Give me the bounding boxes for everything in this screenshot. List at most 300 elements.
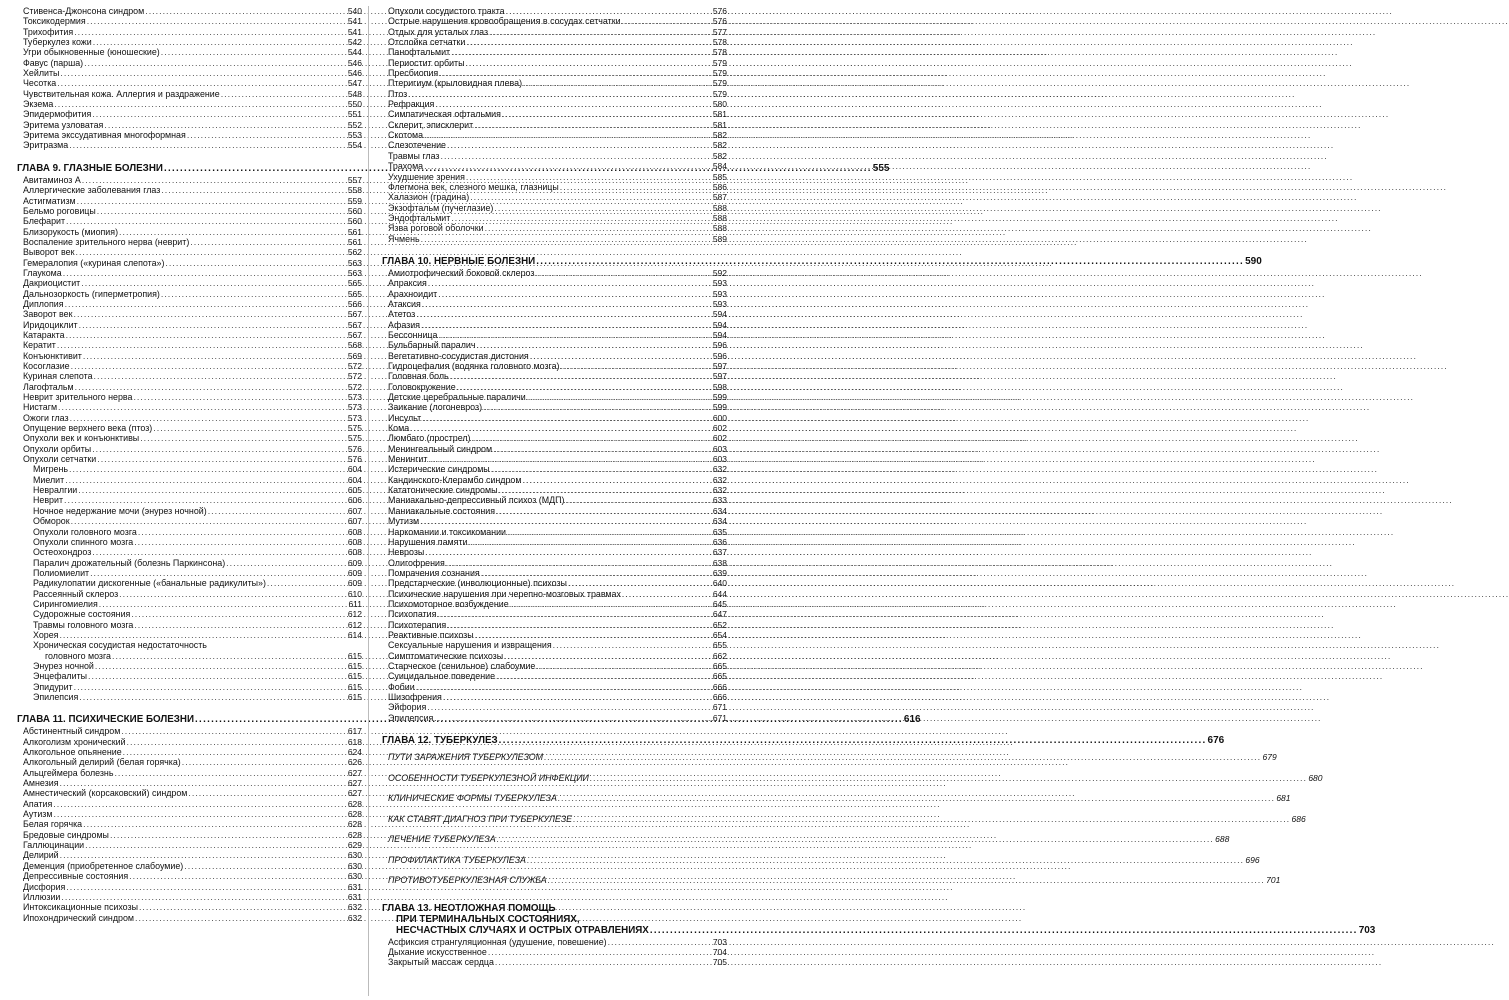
toc-entry-title: Алкоголизм хронический xyxy=(23,736,126,747)
toc-entry[interactable] xyxy=(17,6,362,16)
toc-entry[interactable] xyxy=(17,609,362,619)
toc-leader-dots xyxy=(54,99,347,109)
toc-entry[interactable] xyxy=(382,527,727,537)
toc-entry[interactable] xyxy=(17,495,362,505)
toc-entry[interactable] xyxy=(17,464,362,474)
toc-entry[interactable] xyxy=(17,871,362,881)
toc-page-number: 614 xyxy=(347,629,362,640)
toc-entry[interactable] xyxy=(17,819,362,829)
toc-page-number: 704 xyxy=(712,946,727,957)
toc-entry-title: Хроническая сосудистая недостаточность xyxy=(33,640,207,651)
toc-entry[interactable] xyxy=(382,547,727,557)
toc-entry[interactable] xyxy=(17,737,362,747)
toc-leader-dots xyxy=(608,937,712,947)
toc-entry[interactable] xyxy=(382,423,727,433)
toc-page-number: 558 xyxy=(347,185,362,196)
toc-entry[interactable] xyxy=(17,392,362,402)
toc-entry[interactable] xyxy=(382,402,727,412)
toc-page-number: 612 xyxy=(347,619,362,630)
toc-entry[interactable] xyxy=(382,351,727,361)
toc-entry[interactable] xyxy=(17,640,362,650)
toc-entry[interactable] xyxy=(17,651,362,661)
toc-entry[interactable] xyxy=(17,413,362,423)
toc-entry[interactable] xyxy=(382,382,727,392)
toc-leader-dots xyxy=(61,892,346,902)
toc-entry[interactable] xyxy=(17,382,362,392)
toc-entry[interactable] xyxy=(382,682,727,692)
toc-entry[interactable] xyxy=(17,568,362,578)
toc-entry[interactable] xyxy=(382,444,727,454)
toc-entry[interactable] xyxy=(17,120,362,130)
toc-entry[interactable] xyxy=(17,799,362,809)
toc-entry[interactable] xyxy=(382,299,727,309)
toc-entry-title: Чесотка xyxy=(23,78,57,89)
toc-entry[interactable] xyxy=(382,947,727,957)
toc-entry[interactable] xyxy=(17,527,362,537)
toc-chapter-heading[interactable] xyxy=(382,902,1376,936)
toc-entry[interactable] xyxy=(382,589,727,599)
toc-chapter-heading[interactable] xyxy=(382,255,1262,267)
toc-entry-title: Иридоциклит xyxy=(23,319,78,330)
toc-entry[interactable] xyxy=(17,692,362,702)
toc-entry[interactable] xyxy=(382,309,727,319)
toc-entry-title: Атаксия xyxy=(388,298,421,309)
toc-leader-dots xyxy=(475,630,712,640)
toc-entry[interactable] xyxy=(382,578,727,588)
toc-entry[interactable] xyxy=(17,475,362,485)
toc-entry[interactable] xyxy=(17,278,362,288)
toc-entry[interactable] xyxy=(17,371,362,381)
toc-entry[interactable] xyxy=(17,547,362,557)
toc-page-number: 624 xyxy=(347,747,362,758)
toc-entry[interactable] xyxy=(382,568,727,578)
toc-leader-dots xyxy=(410,423,712,433)
toc-entry[interactable] xyxy=(17,423,362,433)
toc-entry[interactable] xyxy=(17,444,362,454)
toc-entry[interactable] xyxy=(382,161,727,171)
toc-page-number: 612 xyxy=(347,609,362,620)
toc-entry-title: Неврит xyxy=(33,495,64,506)
toc-entry[interactable] xyxy=(17,351,362,361)
toc-page-number: 582 xyxy=(712,150,727,161)
toc-entry-title: Кератит xyxy=(23,340,56,351)
toc-entry[interactable] xyxy=(17,109,362,119)
toc-entry-title: Опущение верхнего века (птоз) xyxy=(23,423,153,434)
toc-entry[interactable] xyxy=(382,234,727,244)
toc-entry[interactable] xyxy=(382,651,727,661)
toc-leader-dots xyxy=(188,788,346,798)
toc-entry[interactable] xyxy=(382,172,727,182)
toc-page-number: 573 xyxy=(347,392,362,403)
toc-page-number: 599 xyxy=(712,402,727,413)
toc-entry[interactable] xyxy=(382,464,727,474)
toc-leader-dots xyxy=(536,256,1244,267)
toc-entry[interactable] xyxy=(382,485,727,495)
toc-entry-title: Энурез ночной xyxy=(33,660,94,671)
toc-section-italic[interactable] xyxy=(382,809,1306,830)
toc-entry[interactable] xyxy=(382,27,727,37)
toc-page-number: 546 xyxy=(347,57,362,68)
toc-entry[interactable] xyxy=(382,475,727,485)
toc-leader-dots xyxy=(428,278,712,288)
toc-entry-title: Отдых для усталых глаз xyxy=(388,26,489,37)
toc-page-number: 593 xyxy=(712,288,727,299)
toc-entry[interactable] xyxy=(17,37,362,47)
toc-entry[interactable] xyxy=(382,558,727,568)
toc-leader-dots xyxy=(622,16,712,26)
toc-page-number: 582 xyxy=(712,130,727,141)
toc-entry[interactable] xyxy=(17,140,362,150)
chapter-page-number: 703 xyxy=(1358,924,1376,936)
toc-entry[interactable] xyxy=(17,558,362,568)
toc-entry-title: Хорея xyxy=(33,629,59,640)
toc-entry[interactable] xyxy=(382,151,727,161)
toc-entry[interactable] xyxy=(382,330,727,340)
toc-entry-title: Эритема экссудативная многоформная xyxy=(23,130,186,141)
toc-leader-dots xyxy=(496,671,712,681)
toc-entry-title: Выворот век xyxy=(23,247,75,258)
toc-leader-dots xyxy=(477,340,712,350)
toc-entry[interactable] xyxy=(17,630,362,640)
toc-leader-dots xyxy=(481,568,712,578)
toc-page-number: 566 xyxy=(347,298,362,309)
toc-entry[interactable] xyxy=(17,747,362,757)
toc-entry-title: Стивенса-Джонсона синдром xyxy=(23,6,145,16)
toc-leader-dots xyxy=(129,871,347,881)
chapter-title: ГЛАВА 10. НЕРВНЫЕ БОЛЕЗНИ xyxy=(382,255,536,267)
toc-entry[interactable] xyxy=(17,913,362,923)
toc-entry[interactable] xyxy=(17,130,362,140)
toc-entry[interactable] xyxy=(382,599,727,609)
toc-entry[interactable] xyxy=(382,130,727,140)
toc-entry[interactable] xyxy=(17,196,362,206)
toc-entry[interactable] xyxy=(382,6,727,16)
toc-leader-dots xyxy=(424,161,712,171)
toc-leader-dots xyxy=(428,454,711,464)
toc-entry[interactable] xyxy=(382,392,727,402)
section-title: ОСОБЕННОСТИ ТУБЕРКУЛЕЗНОЙ ИНФЕКЦИИ xyxy=(388,772,589,783)
toc-entry[interactable] xyxy=(17,506,362,516)
toc-page-number: 630 xyxy=(347,850,362,861)
toc-leader-dots xyxy=(226,558,347,568)
toc-entry[interactable] xyxy=(17,185,362,195)
toc-entry[interactable] xyxy=(382,47,727,57)
toc-page-number: 598 xyxy=(712,381,727,392)
toc-entry[interactable] xyxy=(17,433,362,443)
toc-entry-title: Мигрень xyxy=(33,464,68,475)
toc-entry-title: Менингит xyxy=(388,454,428,465)
toc-page-number: 628 xyxy=(347,809,362,820)
toc-page-number: 573 xyxy=(347,412,362,423)
toc-chapter-heading[interactable] xyxy=(382,735,1225,747)
chapter-title: ГЛАВА 12. ТУБЕРКУЛЕЗ xyxy=(382,735,498,747)
toc-entry[interactable] xyxy=(382,223,727,233)
toc-leader-dots xyxy=(504,651,712,661)
toc-entry[interactable] xyxy=(382,506,727,516)
toc-entry[interactable] xyxy=(382,713,727,723)
toc-entry[interactable] xyxy=(17,788,362,798)
toc-entry[interactable] xyxy=(17,578,362,588)
toc-page-number: 593 xyxy=(712,278,727,289)
toc-entry-title: Куриная слепота xyxy=(23,371,93,382)
toc-section-italic[interactable] xyxy=(382,747,1277,768)
toc-leader-dots xyxy=(83,819,347,829)
toc-leader-dots xyxy=(59,630,346,640)
toc-entry[interactable] xyxy=(17,589,362,599)
toc-page-number: 647 xyxy=(712,609,727,620)
toc-entry[interactable] xyxy=(382,289,727,299)
toc-entry[interactable] xyxy=(17,309,362,319)
toc-page-number: 705 xyxy=(712,957,727,968)
toc-entry-title: Остеохондроз xyxy=(33,547,92,558)
toc-entry[interactable] xyxy=(17,47,362,57)
toc-entry-title: Бредовые синдромы xyxy=(23,829,109,840)
toc-entry[interactable] xyxy=(382,268,727,278)
toc-entry[interactable] xyxy=(17,89,362,99)
toc-leader-dots xyxy=(139,902,347,912)
section-page-number: 701 xyxy=(1266,875,1281,886)
toc-entry[interactable] xyxy=(382,361,727,371)
toc-entry-title: Реактивные психозы xyxy=(388,629,474,640)
toc-entry-title: Детские церебральные параличи xyxy=(388,392,526,403)
toc-entry[interactable] xyxy=(382,278,727,288)
toc-section-italic[interactable] xyxy=(382,788,1291,809)
toc-page-number: 644 xyxy=(712,588,727,599)
toc-page-number: 561 xyxy=(347,226,362,237)
toc-page-number: 618 xyxy=(347,736,362,747)
toc-entry-title: Острые нарушения кровообращения в сосудах сетчатки xyxy=(388,16,621,27)
chapter-title-line: ГЛАВА 13. НЕОТЛОЖНАЯ ПОМОЩЬ xyxy=(382,902,556,914)
toc-entry[interactable] xyxy=(382,213,727,223)
toc-entry[interactable] xyxy=(382,58,727,68)
toc-entry[interactable] xyxy=(17,216,362,226)
toc-entry[interactable] xyxy=(382,203,727,213)
toc-leader-dots xyxy=(77,196,347,206)
toc-entry-title: Миелит xyxy=(33,474,65,485)
toc-entry[interactable] xyxy=(17,671,362,681)
toc-entry-title: Бессонница xyxy=(388,329,438,340)
toc-entry[interactable] xyxy=(382,537,727,547)
toc-entry[interactable] xyxy=(382,192,727,202)
toc-entry-title: Истерические синдромы xyxy=(388,464,490,475)
toc-entry[interactable] xyxy=(382,640,727,650)
toc-entry[interactable] xyxy=(382,78,727,88)
toc-entry[interactable] xyxy=(17,258,362,268)
toc-entry[interactable] xyxy=(382,37,727,47)
toc-entry[interactable] xyxy=(17,882,362,892)
toc-entry[interactable] xyxy=(17,402,362,412)
toc-entry[interactable] xyxy=(382,620,727,630)
toc-entry[interactable] xyxy=(17,726,362,736)
toc-entry-title: Опухоли сосудистого тракта xyxy=(388,6,505,16)
toc-leader-dots xyxy=(495,957,712,967)
toc-entry[interactable] xyxy=(17,227,362,237)
toc-leader-dots xyxy=(66,216,347,226)
toc-page-number: 634 xyxy=(712,505,727,516)
toc-entry[interactable] xyxy=(17,757,362,767)
toc-entry[interactable] xyxy=(382,702,727,712)
column-divider xyxy=(368,6,369,996)
toc-entry[interactable] xyxy=(17,661,362,671)
toc-entry[interactable] xyxy=(382,109,727,119)
section-page-number: 686 xyxy=(1291,813,1306,824)
toc-leader-dots xyxy=(81,278,347,288)
toc-entry[interactable] xyxy=(382,371,727,381)
toc-entry[interactable] xyxy=(382,661,727,671)
toc-entry-title: Экзофтальм (пучеглазие) xyxy=(388,202,494,213)
toc-leader-dots xyxy=(221,89,347,99)
toc-entry[interactable] xyxy=(382,937,727,947)
toc-entry-title: Симпатическая офтальмия xyxy=(388,109,501,120)
toc-entry[interactable] xyxy=(382,433,727,443)
toc-entry-title: Туберкулез кожи xyxy=(23,37,92,48)
toc-entry-title: Глаукома xyxy=(23,267,62,278)
toc-page-number: 607 xyxy=(347,516,362,527)
toc-leader-dots xyxy=(74,682,347,692)
toc-leader-dots xyxy=(499,735,1207,746)
toc-entry[interactable] xyxy=(382,957,727,967)
toc-entry-title: Птоз xyxy=(388,88,408,99)
toc-entry[interactable] xyxy=(382,89,727,99)
toc-entry-title: Катаракта xyxy=(23,329,65,340)
toc-leader-dots xyxy=(447,140,712,150)
toc-page-number: 631 xyxy=(347,881,362,892)
toc-entry[interactable] xyxy=(17,537,362,547)
toc-entry[interactable] xyxy=(17,237,362,247)
toc-entry[interactable] xyxy=(382,16,727,26)
toc-entry-title: Вегетативно-сосудистая дистония xyxy=(388,350,529,361)
toc-entry[interactable] xyxy=(17,682,362,692)
toc-page-number: 589 xyxy=(712,233,727,244)
toc-entry[interactable] xyxy=(382,454,727,464)
toc-leader-dots xyxy=(530,351,712,361)
toc-entry[interactable] xyxy=(17,599,362,609)
toc-leader-dots xyxy=(71,516,347,526)
toc-entry[interactable] xyxy=(382,516,727,526)
toc-entry[interactable] xyxy=(17,206,362,216)
toc-entry[interactable] xyxy=(382,320,727,330)
toc-entry[interactable] xyxy=(382,413,727,423)
toc-entry[interactable] xyxy=(17,778,362,788)
toc-entry-title: Невралгии xyxy=(33,485,78,496)
toc-entry[interactable] xyxy=(17,58,362,68)
toc-leader-dots xyxy=(60,68,346,78)
toc-entry[interactable] xyxy=(382,140,727,150)
toc-entry[interactable] xyxy=(17,892,362,902)
toc-page-number: 575 xyxy=(347,433,362,444)
toc-entry[interactable] xyxy=(382,340,727,350)
section-title: ПРОТИВОТУБЕРКУЛЕЗНАЯ СЛУЖБА xyxy=(388,875,547,886)
toc-entry[interactable] xyxy=(382,671,727,681)
toc-entry[interactable] xyxy=(17,840,362,850)
toc-entry[interactable] xyxy=(382,609,727,619)
toc-entry[interactable] xyxy=(17,361,362,371)
toc-entry[interactable] xyxy=(17,247,362,257)
toc-entry[interactable] xyxy=(17,516,362,526)
toc-entry[interactable] xyxy=(17,485,362,495)
toc-page-number: 608 xyxy=(347,536,362,547)
toc-entry[interactable] xyxy=(382,630,727,640)
toc-entry[interactable] xyxy=(17,175,362,185)
toc-leader-dots xyxy=(447,620,712,630)
toc-leader-dots xyxy=(78,485,347,495)
toc-page-number: 581 xyxy=(712,109,727,120)
toc-entry[interactable] xyxy=(17,268,362,278)
toc-page-number: 560 xyxy=(347,216,362,227)
toc-entry[interactable] xyxy=(17,68,362,78)
toc-entry-title: Блефарит xyxy=(23,216,66,227)
toc-page-number: 630 xyxy=(347,860,362,871)
toc-entry[interactable] xyxy=(382,99,727,109)
toc-leader-dots xyxy=(99,599,348,609)
toc-leader-dots xyxy=(114,768,346,778)
toc-entry[interactable] xyxy=(17,340,362,350)
toc-entry-title: Закрытый массаж сердца xyxy=(388,957,494,968)
toc-page-number: 594 xyxy=(712,329,727,340)
toc-entry[interactable] xyxy=(382,495,727,505)
toc-entry[interactable] xyxy=(17,861,362,871)
toc-leader-dots xyxy=(66,330,347,340)
toc-entry[interactable] xyxy=(17,620,362,630)
toc-page-number: 540 xyxy=(347,6,362,16)
toc-entry-title: Старческое (сенильное) слабоумие xyxy=(388,660,536,671)
toc-leader-dots xyxy=(104,120,346,130)
toc-entry[interactable] xyxy=(382,692,727,702)
toc-entry[interactable] xyxy=(382,182,727,192)
toc-entry[interactable] xyxy=(17,78,362,88)
toc-entry[interactable] xyxy=(17,320,362,330)
toc-entry[interactable] xyxy=(17,830,362,840)
toc-entry[interactable] xyxy=(17,330,362,340)
toc-section-italic[interactable] xyxy=(382,850,1260,871)
toc-leader-dots xyxy=(522,475,711,485)
toc-leader-dots xyxy=(502,109,712,119)
toc-page-number: 597 xyxy=(712,371,727,382)
toc-entry[interactable] xyxy=(17,768,362,778)
toc-leader-dots xyxy=(112,651,347,661)
toc-leader-dots xyxy=(523,78,712,88)
toc-page-number: 567 xyxy=(347,329,362,340)
toc-page-number: 645 xyxy=(712,598,727,609)
toc-leader-dots xyxy=(190,237,347,247)
toc-entry[interactable] xyxy=(382,120,727,130)
toc-entry[interactable] xyxy=(17,99,362,109)
toc-entry-title: Психотерапия xyxy=(388,619,447,630)
toc-entry[interactable] xyxy=(17,16,362,26)
toc-leader-dots xyxy=(92,109,346,119)
toc-entry-title: Амнестический (корсаковский) синдром xyxy=(23,788,188,799)
toc-leader-dots xyxy=(568,578,712,588)
toc-section-italic[interactable] xyxy=(382,829,1230,850)
toc-section-italic[interactable] xyxy=(382,870,1281,891)
toc-page-number: 573 xyxy=(347,402,362,413)
toc-page-number: 627 xyxy=(347,788,362,799)
toc-entry[interactable] xyxy=(17,289,362,299)
toc-entry[interactable] xyxy=(17,299,362,309)
toc-entry-title: Лагофтальм xyxy=(23,381,74,392)
toc-entry[interactable] xyxy=(17,902,362,912)
toc-page-number: 632 xyxy=(347,902,362,913)
toc-section-italic[interactable] xyxy=(382,768,1323,789)
toc-entry[interactable] xyxy=(382,68,727,78)
toc-page-number: 576 xyxy=(712,16,727,27)
toc-entry[interactable] xyxy=(17,850,362,860)
toc-page-number: 576 xyxy=(347,443,362,454)
toc-entry[interactable] xyxy=(17,454,362,464)
toc-entry[interactable] xyxy=(17,27,362,37)
toc-entry[interactable] xyxy=(17,809,362,819)
toc-page-number: 603 xyxy=(712,443,727,454)
